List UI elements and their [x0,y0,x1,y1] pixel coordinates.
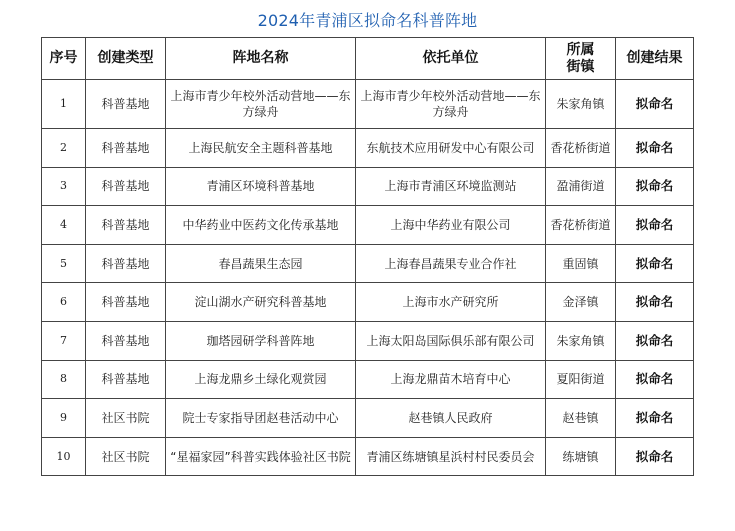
table-row [42,360,694,399]
cell-no: 10 [42,437,86,476]
cell-street: 练塘镇 [546,437,616,476]
cell-unit: 上海春昌蔬果专业合作社 [356,244,546,283]
cell-street: 香花桥街道 [546,129,616,168]
cell-type: 社区书院 [86,399,166,438]
cell-name: 上海龙鼎乡土绿化观赏园 [166,360,356,399]
cell-result: 拟命名 [616,206,694,245]
cell-name: 珈塔园研学科普阵地 [166,321,356,360]
cell-type: 科普基地 [86,129,166,168]
header-unit: 依托单位 [356,38,546,80]
cell-type: 科普基地 [86,167,166,206]
cell-unit: 上海市青少年校外活动营地——东方绿舟 [356,80,546,129]
cell-street: 夏阳街道 [546,360,616,399]
cell-name: 青浦区环境科普基地 [166,167,356,206]
cell-unit: 上海市水产研究所 [356,283,546,322]
cell-type: 社区书院 [86,437,166,476]
cell-unit: 上海中华药业有限公司 [356,206,546,245]
table-row [42,244,694,283]
table-row [42,167,694,206]
header-name: 阵地名称 [166,38,356,80]
cell-unit: 赵巷镇人民政府 [356,399,546,438]
cell-unit: 上海市青浦区环境监测站 [356,167,546,206]
table-row [42,129,694,168]
cell-street: 盈浦街道 [546,167,616,206]
header-no: 序号 [42,38,86,80]
header-street [546,38,616,80]
header-result: 创建结果 [616,38,694,80]
table-row [42,283,694,322]
table-row [42,206,694,245]
table-header-row [42,38,694,80]
cell-result: 拟命名 [616,129,694,168]
cell-name: 中华药业中医药文化传承基地 [166,206,356,245]
cell-street: 金泽镇 [546,283,616,322]
cell-street: 香花桥街道 [546,206,616,245]
table-row [42,321,694,360]
cell-result: 拟命名 [616,437,694,476]
cell-type: 科普基地 [86,321,166,360]
cell-type: 科普基地 [86,360,166,399]
cell-street: 朱家角镇 [546,80,616,129]
cell-no: 5 [42,244,86,283]
cell-name: “星福家园”科普实践体验社区书院 [166,437,356,476]
cell-no: 9 [42,399,86,438]
cell-no: 1 [42,80,86,129]
header-street-line2: 街镇 [566,58,595,75]
cell-unit: 上海太阳岛国际俱乐部有限公司 [356,321,546,360]
cell-type: 科普基地 [86,283,166,322]
cell-result: 拟命名 [616,283,694,322]
cell-name: 上海市青少年校外活动营地——东方绿舟 [166,80,356,129]
cell-result: 拟命名 [616,244,694,283]
cell-no: 7 [42,321,86,360]
cell-result: 拟命名 [616,167,694,206]
table-row [42,437,694,476]
table-row [42,80,694,129]
header-type: 创建类型 [86,38,166,80]
cell-type: 科普基地 [86,244,166,283]
cell-unit: 上海龙鼎苗木培育中心 [356,360,546,399]
table-row [42,399,694,438]
cell-no: 4 [42,206,86,245]
cell-unit: 东航技术应用研发中心有限公司 [356,129,546,168]
cell-result: 拟命名 [616,80,694,129]
cell-unit: 青浦区练塘镇星浜村村民委员会 [356,437,546,476]
cell-no: 8 [42,360,86,399]
cell-name: 院士专家指导团赵巷活动中心 [166,399,356,438]
cell-name: 上海民航安全主题科普基地 [166,129,356,168]
header-street-line1: 所属 [566,41,595,58]
cell-type: 科普基地 [86,80,166,129]
cell-name: 春昌蔬果生态园 [166,244,356,283]
cell-street: 朱家角镇 [546,321,616,360]
cell-result: 拟命名 [616,399,694,438]
cell-no: 2 [42,129,86,168]
cell-type: 科普基地 [86,206,166,245]
cell-result: 拟命名 [616,360,694,399]
page-title: 2024年青浦区拟命名科普阵地 [257,11,478,30]
cell-result: 拟命名 [616,321,694,360]
science-sites-table [41,37,694,476]
cell-no: 6 [42,283,86,322]
cell-street: 赵巷镇 [546,399,616,438]
cell-no: 3 [42,167,86,206]
cell-street: 重固镇 [546,244,616,283]
cell-name: 淀山湖水产研究科普基地 [166,283,356,322]
